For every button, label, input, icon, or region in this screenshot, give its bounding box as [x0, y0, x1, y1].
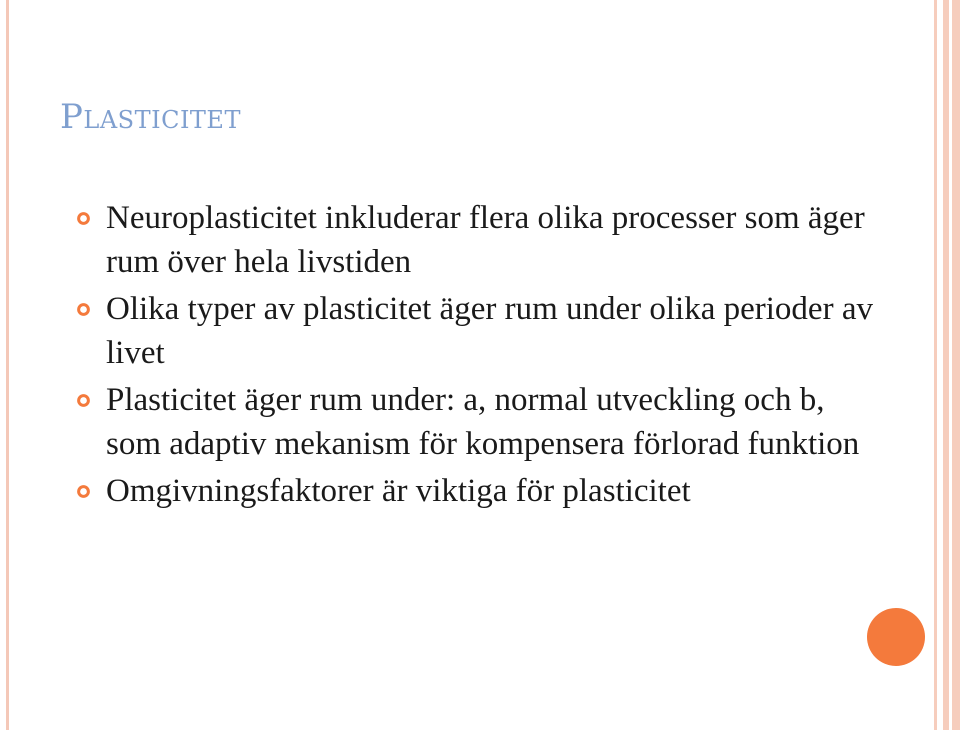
bullet-text: Neuroplasticitet inkluderar flera olika processer som äger rum över hela livstiden — [106, 200, 865, 280]
bullet-item — [72, 378, 882, 466]
ring-bullet-icon — [76, 302, 91, 317]
ring-bullet-icon — [76, 211, 91, 226]
accent-circle-decoration — [867, 608, 925, 666]
slide-title: Plasticitet — [60, 97, 241, 137]
bullet-text: Omgivningsfaktorer är viktiga för plasticitet — [106, 473, 691, 509]
ring-bullet-icon — [76, 484, 91, 499]
ring-bullet-icon — [76, 393, 91, 408]
bullet-item — [72, 196, 882, 284]
bullet-item — [72, 469, 882, 513]
bullet-text: Olika typer av plasticitet äger rum under olika perioder av livet — [106, 291, 873, 371]
bullet-list — [72, 196, 882, 516]
bullet-item — [72, 287, 882, 375]
left-border-decoration — [6, 0, 9, 730]
right-stripes-decoration — [932, 0, 960, 730]
bullet-text: Plasticitet äger rum under: a, normal utveckling och b, som adaptiv mekanism för kompensera förlorad funktion — [106, 382, 860, 462]
